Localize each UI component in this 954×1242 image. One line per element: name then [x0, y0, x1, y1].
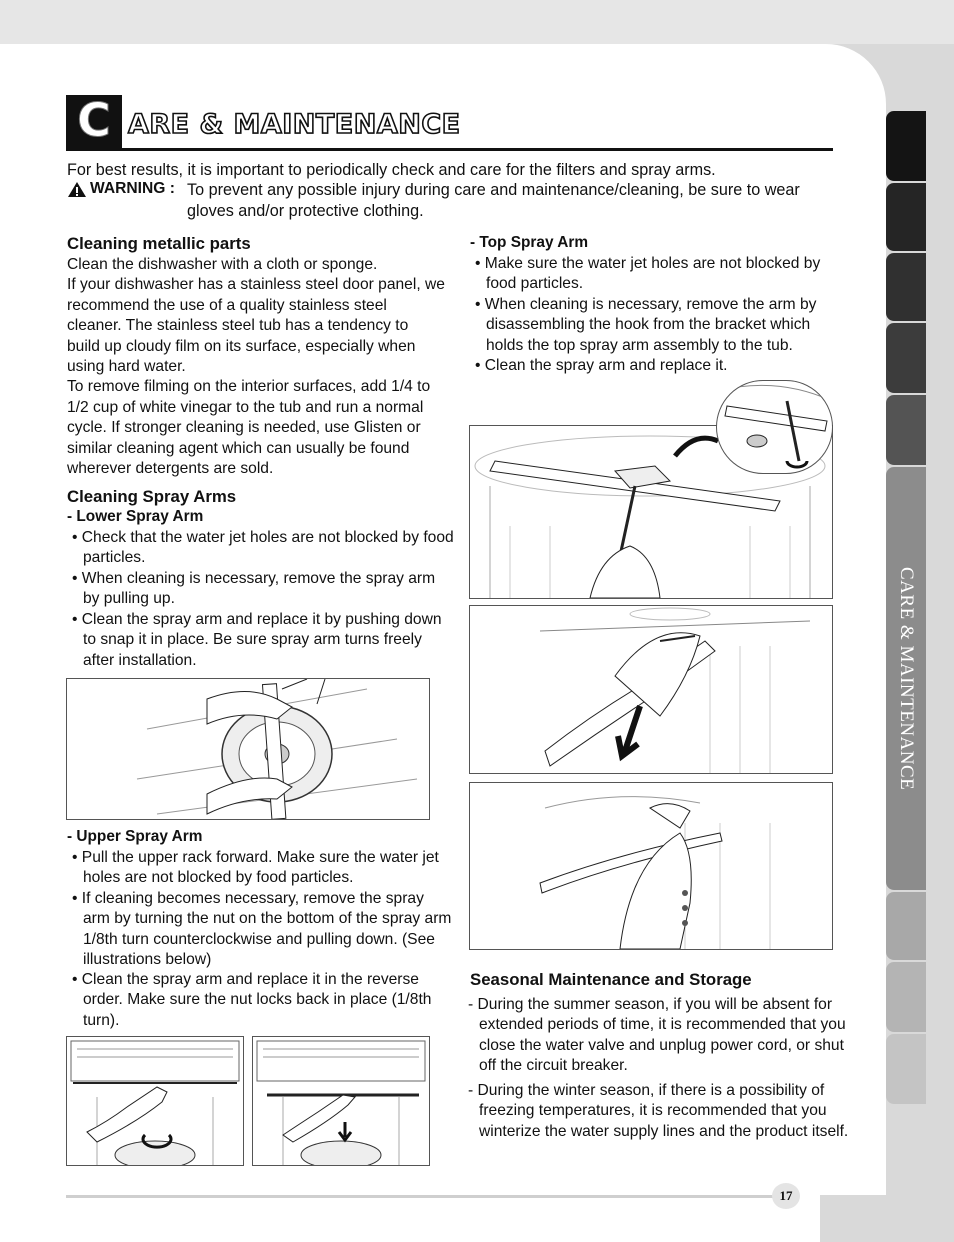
warning-label: [67, 180, 175, 198]
figure-upper-arm-pull: [252, 1036, 430, 1166]
top-bullet-3: • Clean the spray arm and replace it.: [475, 357, 728, 374]
top-arm-remove-illustration: [470, 606, 832, 773]
lower-bullet-2: • When cleaning is necessary, remove the spray arm by pulling up.: [72, 570, 436, 608]
figure-top-arm-remove: [469, 605, 833, 774]
side-tab-care-maintenance[interactable]: [886, 467, 926, 890]
seasonal-item-2: - During the winter season, if there is a possibility of freezing temperatures, it is recommended that you winterize the water supply lines and the product itself.: [468, 1082, 849, 1140]
top-arm-detail-illustration: [717, 381, 832, 473]
title-initial: C: [77, 93, 111, 147]
side-tab-7[interactable]: [886, 892, 926, 960]
seasonal-item-1: - During the summer season, if you will be absent for extended periods of time, it is recommended that you close the water valve and unplug power cord, or shut off the circuit breaker.: [468, 996, 846, 1075]
corner-band: [820, 1195, 954, 1242]
warning-icon: [67, 181, 87, 198]
lower-bullet-1: • Check that the water jet holes are not blocked by food particles.: [72, 529, 454, 567]
top-arm-title: - Top Spray Arm: [470, 234, 589, 251]
side-tab-5[interactable]: [886, 395, 926, 465]
lower-spray-arm-illustration: [67, 679, 429, 819]
warning-text-line1: To prevent any possible injury during care and maintenance/cleaning, be sure to wear: [187, 181, 800, 199]
page-number: 17: [772, 1183, 800, 1209]
top-arm-replace-illustration: [470, 783, 832, 949]
side-tab-2[interactable]: [886, 183, 926, 251]
title-initial-box: [66, 95, 122, 151]
top-bullet-2: • When cleaning is necessary, remove the arm by disassembling the hook from the bracket which holds the top spray arm assembly to the tub.: [475, 296, 817, 354]
figure-upper-arm-turn: [66, 1036, 244, 1166]
warning-text-line2: gloves and/or protective clothing.: [187, 202, 424, 220]
side-tab-3[interactable]: [886, 253, 926, 321]
warning-label-text: WARNING :: [90, 180, 175, 197]
upper-arm-pull-illustration: [253, 1037, 429, 1165]
side-tab-8[interactable]: [886, 962, 926, 1032]
title-rule: [122, 148, 833, 151]
top-bullet-1: • Make sure the water jet holes are not blocked by food particles.: [475, 255, 821, 293]
figure-lower-spray-arm: [66, 678, 430, 820]
page-title: ARE & MAINTENANCE: [128, 109, 461, 140]
top-arm-detail-inset: [716, 380, 833, 474]
lower-arm-title: - Lower Spray Arm: [67, 508, 204, 525]
upper-arm-title: - Upper Spray Arm: [67, 828, 203, 845]
heading-cleaning-spray-arms: Cleaning Spray Arms: [67, 487, 237, 506]
figure-top-arm-replace: [469, 782, 833, 950]
side-tab-label: CARE & MAINTENANCE: [896, 566, 917, 791]
side-tab-1[interactable]: [886, 111, 926, 181]
side-tab-4[interactable]: [886, 323, 926, 393]
intro-text: For best results, it is important to periodically check and care for the filters and spray arms.: [67, 161, 716, 179]
lower-bullet-3: • Clean the spray arm and replace it by pushing down to snap it in place. Be sure spray arm turns freely after installation.: [72, 611, 442, 669]
upper-arm-turn-illustration: [67, 1037, 243, 1165]
upper-bullet-1: • Pull the upper rack forward. Make sure the water jet holes are not blocked by food particles.: [72, 849, 439, 887]
side-tab-9[interactable]: [886, 1034, 926, 1104]
upper-bullet-3: • Clean the spray arm and replace it in the reverse order. Make sure the nut locks back in place (1/8th turn).: [72, 971, 432, 1029]
metallic-body: Clean the dishwasher with a cloth or sponge. If your dishwasher has a stainless steel door panel, we recommend the use of a quality stainless steel cleaner. The stainless steel tub has a tendency to build up cloudy film on its surface, especially when using hard water. To remove filming on the interior surfaces, add 1/4 to 1/2 cup of white vinegar to the tub and run a normal cycle. If stronger cleaning is needed, use Glisten or similar cleaning agent which can usually be found wherever detergents are sold.: [67, 256, 445, 478]
upper-bullet-2: • If cleaning becomes necessary, remove the spray arm by turning the nut on the bottom of the spray arm 1/8th turn counterclockwise and pulling down. (See illustrations below): [72, 890, 452, 969]
heading-cleaning-metallic: Cleaning metallic parts: [67, 234, 251, 253]
footer-rule: [66, 1195, 776, 1198]
top-band: [0, 0, 954, 44]
heading-seasonal-maintenance: Seasonal Maintenance and Storage: [470, 970, 752, 989]
